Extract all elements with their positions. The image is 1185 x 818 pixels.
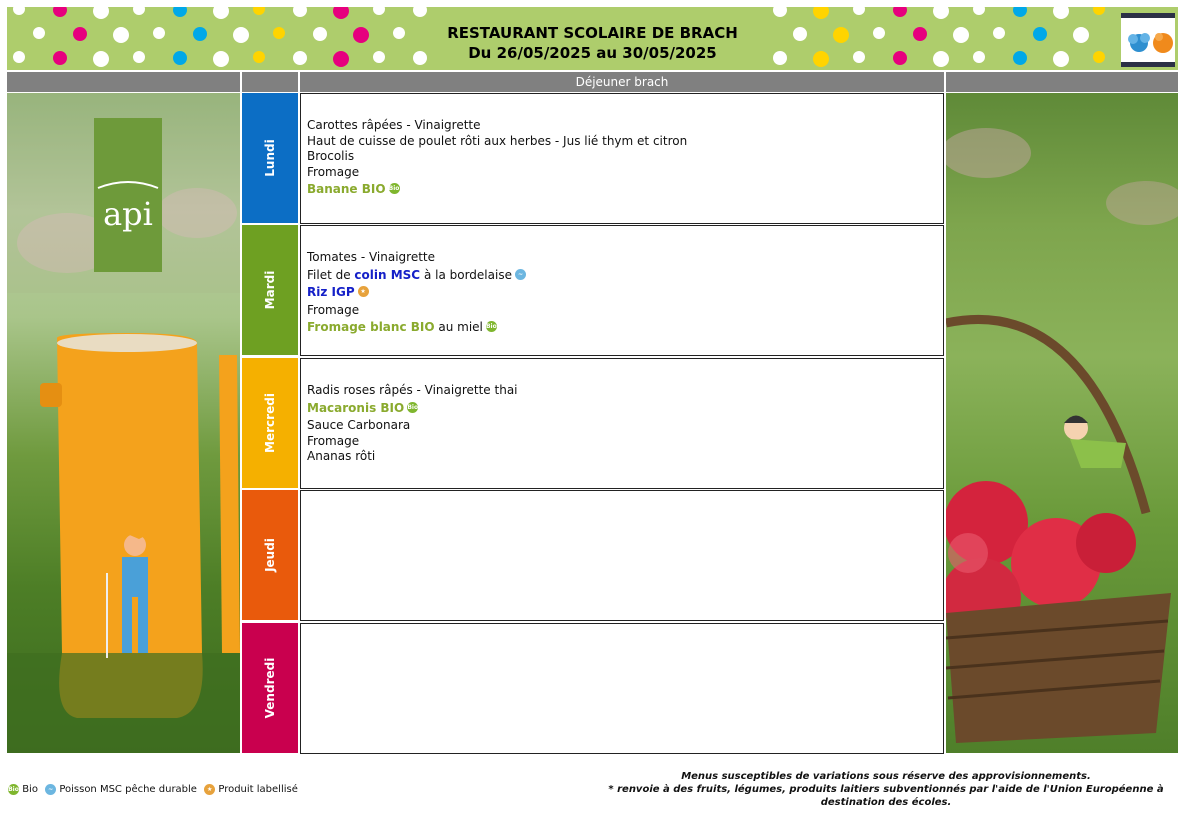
day-tab-mardi bbox=[242, 225, 298, 355]
day-label: Jeudi bbox=[263, 538, 277, 572]
confetti-dot bbox=[1093, 7, 1105, 15]
menu-text: Haut de cuisse de poulet rôti aux herbes - Jus lié thym et citron bbox=[307, 133, 688, 148]
label-icon: ★ bbox=[204, 784, 215, 795]
header-cell-left bbox=[7, 72, 240, 92]
menu-line bbox=[307, 383, 943, 399]
menu-text: Carottes râpées - Vinaigrette bbox=[307, 118, 481, 132]
api-logo-text: api bbox=[103, 195, 153, 233]
day-tab-lundi bbox=[242, 93, 298, 223]
menu-text: Fromage bbox=[307, 302, 360, 317]
msc-fish-icon: ~ bbox=[515, 269, 526, 280]
confetti-dot bbox=[853, 7, 865, 15]
confetti-dot bbox=[253, 7, 265, 15]
note-line-1: Menus susceptibles de variations sous réserve des approvisionnements. bbox=[681, 771, 1091, 782]
confetti-dot bbox=[293, 7, 307, 17]
menu-cell-lundi bbox=[300, 93, 944, 224]
legend-msc-label: Poisson MSC pêche durable bbox=[59, 784, 197, 795]
menu-cell-vendredi bbox=[300, 623, 944, 754]
right-decorative-photo bbox=[946, 93, 1178, 753]
menu-text: Banane BIO bbox=[307, 182, 386, 196]
menu-line bbox=[307, 449, 943, 465]
day-tab-vendredi bbox=[242, 623, 298, 753]
day-label: Mercredi bbox=[263, 393, 277, 453]
confetti-dot bbox=[53, 7, 67, 17]
label-icon: ★ bbox=[358, 286, 369, 297]
confetti-dot bbox=[13, 7, 25, 15]
menu-text: Ananas rôti bbox=[307, 449, 376, 463]
menu-line bbox=[307, 268, 943, 284]
date-range: Du 26/05/2025 au 30/05/2025 bbox=[468, 44, 717, 62]
menu-line bbox=[307, 149, 943, 165]
menu-line bbox=[307, 418, 943, 434]
confetti-dot bbox=[933, 7, 949, 19]
day-label: Lundi bbox=[263, 139, 277, 177]
confetti-dot bbox=[773, 7, 787, 17]
menu-text: Fromage bbox=[307, 433, 360, 448]
menu-text: au miel bbox=[434, 320, 483, 334]
note-line-2: * renvoie à des fruits, légumes, produits laitiers subventionnés par l'aide de l'Union Européenne à destination des écoles. bbox=[608, 784, 1164, 808]
menu-line bbox=[307, 250, 943, 266]
column-header: Déjeuner brach bbox=[300, 72, 944, 92]
bio-icon: Bio bbox=[8, 786, 19, 793]
menu-text: Fromage blanc BIO bbox=[307, 320, 435, 334]
legend-bio-label: Bio bbox=[22, 784, 38, 795]
menu-line bbox=[307, 165, 943, 181]
menu-text: Filet de bbox=[307, 267, 355, 282]
bio-icon: Bio bbox=[388, 185, 400, 192]
api-logo bbox=[94, 118, 162, 272]
confetti-dot bbox=[973, 7, 985, 15]
day-tab-mercredi bbox=[242, 358, 298, 488]
menu-line bbox=[307, 182, 943, 198]
footer-notes bbox=[600, 770, 1172, 809]
menu-text: à la bordelaise bbox=[420, 267, 512, 282]
header-cell-right bbox=[946, 72, 1178, 92]
menu-cell-jeudi bbox=[300, 490, 944, 621]
menu-text: Brocolis bbox=[307, 149, 355, 163]
menu-line bbox=[307, 434, 943, 450]
apple-basket-illustration bbox=[946, 93, 1178, 753]
bio-icon: Bio bbox=[485, 323, 497, 330]
header-banner bbox=[7, 7, 1178, 70]
menu-cell-mardi bbox=[300, 225, 944, 356]
menu-line bbox=[307, 134, 943, 150]
day-label: Vendredi bbox=[263, 657, 277, 719]
day-tab-jeudi bbox=[242, 490, 298, 620]
menu-cell-mercredi bbox=[300, 358, 944, 489]
header-cell-days bbox=[242, 72, 298, 92]
confetti-dot bbox=[373, 7, 385, 15]
menu-text: colin MSC bbox=[354, 267, 421, 282]
school-logo bbox=[1121, 13, 1175, 67]
confetti-dot bbox=[893, 7, 907, 17]
menu-line bbox=[307, 118, 943, 134]
confetti-dot bbox=[133, 7, 145, 15]
menu-line bbox=[307, 303, 943, 319]
menu-text: Sauce Carbonara bbox=[307, 418, 411, 432]
confetti-dot bbox=[1013, 7, 1027, 17]
confetti-dot bbox=[813, 7, 829, 19]
confetti-dot bbox=[93, 7, 109, 19]
left-decorative-photo bbox=[7, 93, 240, 753]
menu-text: Macaronis BIO bbox=[307, 400, 405, 415]
day-label: Mardi bbox=[263, 270, 277, 310]
menu-text: Radis roses râpés - Vinaigrette thai bbox=[307, 383, 518, 397]
menu-text: Tomates - Vinaigrette bbox=[307, 250, 436, 264]
page-title: RESTAURANT SCOLAIRE DE BRACH bbox=[447, 24, 738, 42]
menu-line bbox=[307, 285, 943, 301]
msc-fish-icon: ~ bbox=[45, 784, 56, 795]
legend bbox=[8, 783, 298, 797]
menu-text: Fromage bbox=[307, 164, 360, 179]
confetti-dot bbox=[1053, 7, 1069, 19]
confetti-dot bbox=[173, 7, 187, 17]
legend-labelled-label: Produit labellisé bbox=[218, 784, 298, 795]
bio-icon: Bio bbox=[407, 403, 419, 411]
confetti-dot bbox=[413, 7, 427, 17]
confetti-dot bbox=[333, 7, 349, 19]
menu-text: Riz IGP bbox=[307, 285, 355, 299]
confetti-dot bbox=[213, 7, 229, 19]
menu-line bbox=[307, 401, 943, 417]
menu-line bbox=[307, 320, 943, 336]
